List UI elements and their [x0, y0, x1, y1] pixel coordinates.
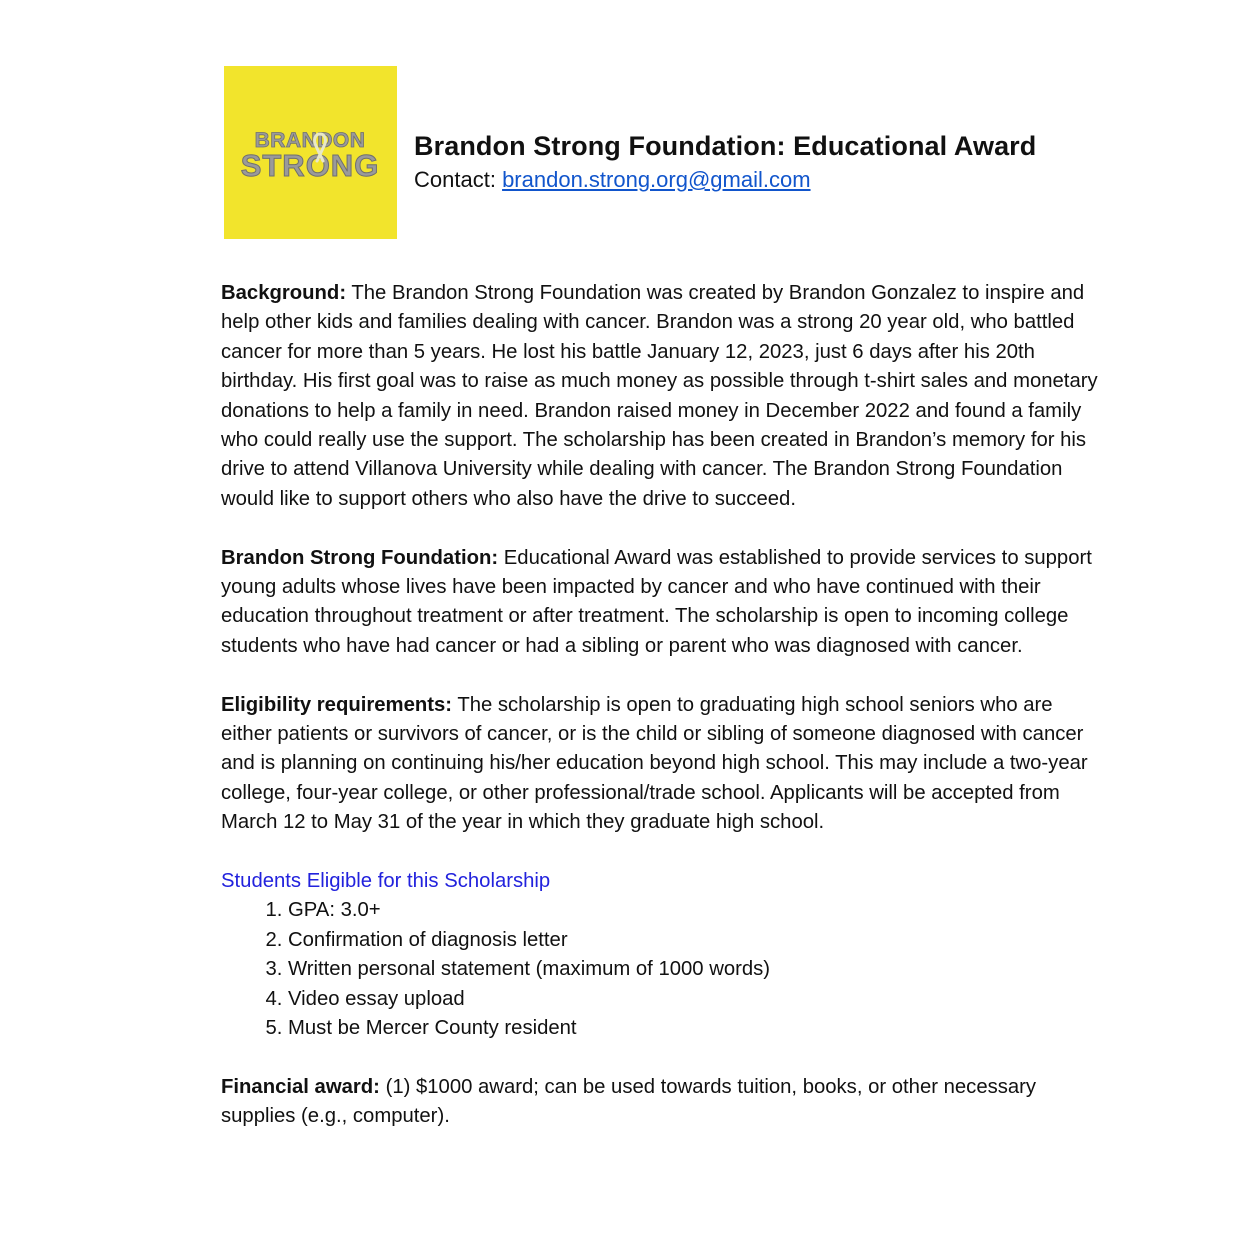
contact-email-link[interactable]: brandon.strong.org@gmail.com — [502, 167, 811, 192]
list-item: 4. Video essay upload — [288, 985, 1101, 1014]
foundation-text: Educational Award was established to provide services to support young adults whose lives have been impacted by cancer and who have continued with their education throughout treatment or after treatment. The scholarship is open to incoming college students who have had cancer or had a sibling or parent who was diagnosed with cancer. — [221, 546, 1092, 657]
eligibility-criteria-list — [221, 896, 1101, 1043]
foundation-paragraph — [221, 544, 1101, 662]
financial-label: Financial award: — [221, 1075, 380, 1098]
list-item: 5. Must be Mercer County resident — [288, 1014, 1101, 1043]
background-paragraph — [221, 279, 1101, 514]
list-item: 3. Written personal statement (maximum of 1000 words) — [288, 955, 1101, 984]
contact-line — [414, 165, 1036, 195]
background-text: The Brandon Strong Foundation was created by Brandon Gonzalez to inspire and help other kids and families dealing with cancer. Brandon was a strong 20 year old, who battled cancer for more than 5 years. He lost his battle January 12, 2023, just 6 days after his 20th birthday. His first goal was to raise as much money as possible through t-shirt sales and monetary donations to help a family in need. Brandon raised money in December 2022 and found a family who could really use the support. The scholarship has been created in Brandon’s memory for his drive to attend Villanova University while dealing with cancer. The Brandon Strong Foundation would like to support others who also have the drive to succeed. — [221, 282, 1098, 510]
financial-text: (1) $1000 award; can be used towards tuition, books, or other necessary supplies (e.g., computer). — [221, 1075, 1037, 1128]
logo-text-line1: BRANDON — [254, 129, 366, 152]
foundation-label: Brandon Strong Foundation: — [221, 546, 499, 569]
list-item: 1. GPA: 3.0+ — [288, 896, 1101, 925]
background-label: Background: — [221, 282, 347, 304]
brandon-strong-logo — [224, 66, 397, 239]
document-header — [414, 128, 1036, 195]
logo-text-line2: STRONG — [240, 148, 380, 183]
list-item: 2. Confirmation of diagnosis letter — [288, 926, 1101, 955]
document-body — [221, 279, 1101, 1132]
eligibility-text: The scholarship is open to graduating high school seniors who are either patients or survivors of cancer, or is the child or sibling of someone diagnosed with cancer and is planning on continuing his/her education beyond high school. This may include a two-year college, four-year college, or other professional/trade school. Applicants will be accepted from March 12 to May 31 of the year in which they graduate high school. — [221, 693, 1088, 834]
page-title: Brandon Strong Foundation: Educational Award — [414, 131, 1037, 161]
financial-paragraph — [221, 1073, 1101, 1132]
eligibility-label: Eligibility requirements: — [221, 693, 453, 716]
contact-label: Contact: — [414, 167, 496, 192]
eligibility-paragraph — [221, 691, 1101, 838]
students-eligible-heading: Students Eligible for this Scholarship — [221, 870, 551, 893]
